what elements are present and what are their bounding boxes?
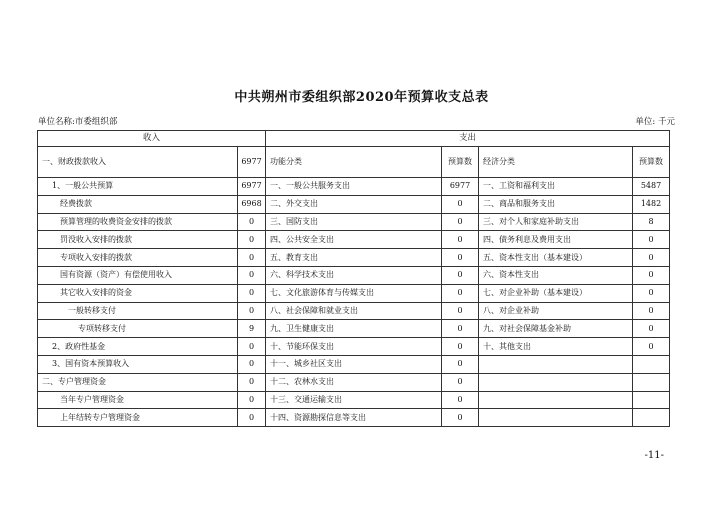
unit-name: 单位名称:市委组织部: [38, 117, 118, 127]
expense-header: 支出: [266, 131, 670, 147]
func-label: 二、外交支出: [266, 195, 442, 213]
econ-value: 0: [633, 338, 670, 356]
func-value: 0: [442, 249, 479, 267]
econ-value: [633, 355, 670, 373]
econ-label: [479, 355, 633, 373]
income-label: 罚没收入安排的拨款: [38, 231, 238, 249]
econ-label: 九、对社会保障基金补助: [479, 320, 633, 338]
econ-value: 8: [633, 213, 670, 231]
header-row-1: [38, 131, 670, 147]
func-label: 六、科学技术支出: [266, 266, 442, 284]
econ-label: 六、资本性支出: [479, 266, 633, 284]
econ-value: 0: [633, 266, 670, 284]
econ-label: 一、工资和福利支出: [479, 178, 633, 196]
econ-label: [479, 409, 633, 427]
func-label: 十三、交通运输支出: [266, 391, 442, 409]
page-number: -11-: [644, 450, 664, 461]
func-value: 0: [442, 302, 479, 320]
econ-label: [479, 391, 633, 409]
table-row: [38, 302, 670, 320]
func-value: 0: [442, 231, 479, 249]
income-value: 0: [238, 249, 266, 267]
func-label: 五、教育支出: [266, 249, 442, 267]
table-row: [38, 249, 670, 267]
income-value: 0: [238, 231, 266, 249]
econ-label: 四、债务利息及费用支出: [479, 231, 633, 249]
income-label: 预算管理的收费资金安排的拨款: [38, 213, 238, 231]
econ-value: 1482: [633, 195, 670, 213]
econ-label: 二、商品和服务支出: [479, 195, 633, 213]
econ-label: 十、其他支出: [479, 338, 633, 356]
income-label: 3、国有资本预算收入: [38, 355, 238, 373]
econ-value: 0: [633, 284, 670, 302]
income-label: 一般转移支付: [38, 302, 238, 320]
budget-table: [37, 130, 670, 427]
income-value: 9: [238, 320, 266, 338]
income-value: 0: [238, 391, 266, 409]
econ-label: 五、资本性支出（基本建设）: [479, 249, 633, 267]
func-label: 八、社会保障和就业支出: [266, 302, 442, 320]
func-label: 七、文化旅游体育与传媒支出: [266, 284, 442, 302]
econ-value: 0: [633, 231, 670, 249]
func-value: 0: [442, 355, 479, 373]
func-value: 6977: [442, 178, 479, 196]
income-value: 0: [238, 409, 266, 427]
income-value: 0: [238, 284, 266, 302]
func-value: 0: [442, 284, 479, 302]
table-row: [38, 231, 670, 249]
func-value: 0: [442, 391, 479, 409]
table-row: [38, 355, 670, 373]
income-label: 其它收入安排的资金: [38, 284, 238, 302]
table-row: [38, 373, 670, 391]
unit-label: 单位: 千元: [635, 117, 675, 127]
func-label: 三、国防支出: [266, 213, 442, 231]
table-row: [38, 320, 670, 338]
table-row: [38, 195, 670, 213]
table-row: [38, 338, 670, 356]
func-value: 0: [442, 213, 479, 231]
income-label: 专项转移支付: [38, 320, 238, 338]
income-label: 2、政府性基金: [38, 338, 238, 356]
income-header: 收入: [38, 131, 266, 147]
econ-label: 七、对企业补助（基本建设）: [479, 284, 633, 302]
func-value: 0: [442, 409, 479, 427]
func-class-header: 功能分类: [266, 147, 442, 178]
econ-class-header: 经济分类: [479, 147, 633, 178]
table-row: [38, 213, 670, 231]
income-value: 6968: [238, 195, 266, 213]
econ-value: [633, 373, 670, 391]
table-row: [38, 147, 670, 178]
func-value: 0: [442, 320, 479, 338]
econ-label: 三、对个人和家庭补助支出: [479, 213, 633, 231]
econ-label: 八、对企业补助: [479, 302, 633, 320]
income-label: 经费拨款: [38, 195, 238, 213]
func-label: 十一、城乡社区支出: [266, 355, 442, 373]
econ-value: 5487: [633, 178, 670, 196]
income-label: 当年专户管理资金: [38, 391, 238, 409]
func-value: 0: [442, 195, 479, 213]
income-label: 上年结转专户管理资金: [38, 409, 238, 427]
table-row: [38, 409, 670, 427]
budget-amount-header-2: 预算数: [633, 147, 670, 178]
income-value: 0: [238, 213, 266, 231]
income-label: 一、财政拨款收入: [38, 147, 238, 178]
func-value: 0: [442, 266, 479, 284]
income-label: 二、专户管理资金: [38, 373, 238, 391]
income-value: 6977: [238, 178, 266, 196]
econ-value: 0: [633, 249, 670, 267]
table-row: [38, 266, 670, 284]
income-value: 0: [238, 266, 266, 284]
budget-amount-header: 预算数: [442, 147, 479, 178]
income-value: 6977: [238, 147, 266, 178]
func-value: 0: [442, 338, 479, 356]
func-label: 九、卫生健康支出: [266, 320, 442, 338]
income-value: 0: [238, 373, 266, 391]
table-row: [38, 178, 670, 196]
income-label: 1、一般公共预算: [38, 178, 238, 196]
econ-value: 0: [633, 302, 670, 320]
func-label: 十二、农林水支出: [266, 373, 442, 391]
income-label: 国有资源（资产）有偿使用收入: [38, 266, 238, 284]
func-label: 十、节能环保支出: [266, 338, 442, 356]
income-value: 0: [238, 338, 266, 356]
func-label: 一、一般公共服务支出: [266, 178, 442, 196]
document-title: 中共朔州市委组织部2020年预算收支总表: [234, 90, 489, 105]
func-label: 十四、资源勘探信息等支出: [266, 409, 442, 427]
income-label: 专项收入安排的拨款: [38, 249, 238, 267]
econ-value: [633, 409, 670, 427]
econ-value: [633, 391, 670, 409]
func-label: 四、公共安全支出: [266, 231, 442, 249]
table-row: [38, 284, 670, 302]
econ-label: [479, 373, 633, 391]
income-value: 0: [238, 355, 266, 373]
table-row: [38, 391, 670, 409]
econ-value: 0: [633, 320, 670, 338]
income-value: 0: [238, 302, 266, 320]
func-value: 0: [442, 373, 479, 391]
